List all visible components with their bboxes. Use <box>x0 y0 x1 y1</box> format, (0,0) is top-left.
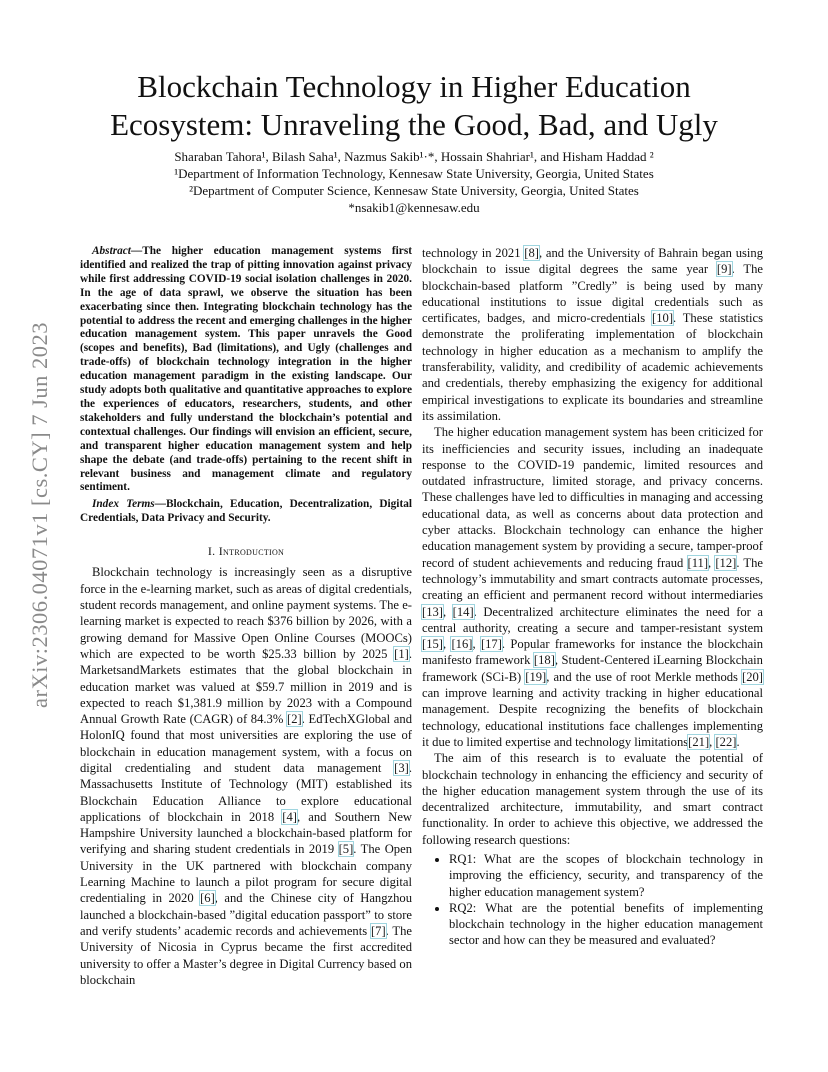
index-terms-text: —Blockchain, Education, Decentralization, Digital Credentials, Data Privacy and Security. <box>80 498 412 525</box>
citation-link[interactable]: [15] <box>422 637 443 652</box>
author-block <box>70 148 758 216</box>
text-run: , <box>472 637 481 652</box>
citation-link[interactable]: [4] <box>282 809 297 824</box>
text-run: . EdTechXGlobal and HolonIQ found that most universities are exploring the use of blockchain in education management system, with a focus on digital credentialing and student data management <box>80 712 412 775</box>
research-question-1: • RQ1: What are the scopes of blockchain technology in improving the efficiency, security, and transparency of the higher education management system? <box>449 851 763 900</box>
text-run: , <box>709 734 716 749</box>
citation-link[interactable]: [5] <box>338 842 354 857</box>
text-run: The higher education management system has been criticized for its inefficiencies and security issues, including an inadequate response to the COVID-19 pandemic, limited resources and outdated infrastructure, limited storage, and privacy concerns. These challenges have led to difficulties in managing and accessing educational data, as well as concerns about data protection and cyber attacks. Blockchain technology can enhance the higher education management system by providing a secure, tamper-proof record of student achievements and reducing fraud <box>422 425 763 570</box>
citation-link[interactable]: [17] <box>480 637 502 652</box>
right-column <box>422 245 763 949</box>
title-line-2: Ecosystem: Unraveling the Good, Bad, and Ugly <box>110 107 718 142</box>
citation-link[interactable]: [19] <box>525 669 547 684</box>
citation-link[interactable]: [14] <box>452 604 474 619</box>
left-column <box>80 245 412 988</box>
abstract <box>80 245 412 495</box>
text-run: . MarketsandMarkets estimates that the global blockchain in education market was valued at $59.7 million in 2019 and is expected to reach $1,381.9 million by 2023 with a Compound Annual Growth Rate (CAGR) of 84.3% <box>80 646 412 727</box>
intro-paragraph-3: The aim of this research is to evaluate the potential of blockchain technology in enhancing the efficiency and security of the higher education management system through the use of its decentralized architecture, immutability, and smart contract functionality. In order to achieve this objective, we addressed the following research questions: <box>422 751 763 847</box>
index-terms-label: Index Terms <box>92 498 155 511</box>
text-run: , <box>442 604 453 619</box>
arxiv-sidebar <box>20 295 60 735</box>
intro-paragraph-1 <box>80 564 412 988</box>
citation-link[interactable]: [1] <box>394 646 409 661</box>
section-number: I. <box>207 544 216 559</box>
title-line-1: Blockchain Technology in Higher Education <box>137 69 691 104</box>
author-list: Sharaban Tahora¹, Bilash Saha¹, Nazmus Sakib¹·*, Hossain Shahriar¹, and Hisham Haddad ² <box>174 149 654 164</box>
index-terms <box>80 498 412 526</box>
citation-link[interactable]: [22] <box>715 734 737 749</box>
arxiv-identifier: arXiv:2306.04071v1 [cs.CY] 7 Jun 2023 <box>27 322 52 708</box>
citation-link[interactable]: [21] <box>688 734 710 749</box>
citation-link[interactable]: [10] <box>652 311 674 326</box>
text-run: can improve learning and activity tracking in higher educational management. Despite recognizing the benefits of blockchain technology, educational institutions face challenges implementing it due to limited expertise and technology limitations <box>422 686 763 749</box>
citation-link[interactable]: [18] <box>533 653 555 668</box>
text-run: . Decentralized architecture eliminates the need for a central authority, creating a secure and tamper-resistant system <box>422 604 763 635</box>
citation-link[interactable]: [12] <box>715 555 737 570</box>
affiliation-1: ¹Department of Information Technology, Kennesaw State University, Georgia, United States <box>174 166 654 181</box>
paper-title <box>70 68 758 144</box>
text-run: . The blockchain-based platform ”Credly” is being used by many educational institutions to issue digital credentials such as certificates, badges, and micro-credentials <box>422 262 763 326</box>
text-run: . The technology’s immutability and smart contracts automate processes, creating an efficient and permanent record without intermediaries <box>422 555 763 603</box>
text-run: Blockchain technology is increasingly seen as a disruptive force in the e-learning market, such as areas of digital credentials, student records management, and online payment systems. The e-learning market is expected to reach $376 billion by 2026, with a growing demand for Massive Open Online Courses (MOOCs) which are expected to be worth $25.33 billion by 2025 <box>80 565 412 661</box>
citation-link[interactable]: [9] <box>716 262 732 277</box>
text-run: , and the Chinese city of Hangzhou launched a blockchain-based ”digital education passport” to store and verify students’ academic records and achievements <box>80 891 412 938</box>
citation-link[interactable]: [3] <box>394 760 409 775</box>
text-run: , <box>442 637 452 652</box>
citation-link[interactable]: [16] <box>451 637 473 652</box>
citation-link[interactable]: [8] <box>524 246 539 260</box>
intro-paragraph-1-continued <box>422 245 763 424</box>
text-run: , <box>708 555 716 570</box>
text-run: . Massachusetts Institute of Technology (MIT) established its Blockchain Education Alliance to explore educational applications of blockchain in 2018 <box>80 760 412 824</box>
text-run: , and Southern New Hampshire University launched a blockchain-based platform for verifying and sharing student credentials in 2019 <box>80 809 412 857</box>
citation-link[interactable]: [20] <box>742 669 763 684</box>
corresponding-email: *nsakib1@kennesaw.edu <box>348 200 480 215</box>
research-question-list <box>422 851 763 949</box>
research-question-2: • RQ2: What are the potential benefits of implementing blockchain technology in the higher education management sector and how can they be measured and evaluated? <box>449 900 763 949</box>
section-heading <box>80 543 412 559</box>
text-run: technology in 2021 <box>422 246 525 260</box>
abstract-text: —The higher education management systems first identified and realized the trap of pitting innovation against privacy while first addressing COVID-19 social isolation challenges in 2020. In the age of data sprawl, we observe the situation has been exacerbating since then. Integrating blockchain technology has the potential to address the recent and emerging challenges in the higher education management system. This paper unravels the Good (scopes and benefits), Bad (limitations), and Ugly (challenges and trade-offs) of blockchain technology integration in the higher education management paradigm in the existing landscape. Our study adopts both qualitative and quantitative approaches to explore the experiences of educators, researchers, students, and other stakeholders and fully understand the blockchain’s potential and contextual challenges. Our findings will envision an efficient, secure, and transparent higher education management system and help shape the debate (and trade-offs) pertaining to the recent shift in relevant business and management climate and regulatory sentiment. <box>80 245 412 494</box>
text-run: . The Open University in the UK partnered with blockchain company Learning Machine to launch a pilot program for secure digital credentialing in 2020 <box>80 842 412 906</box>
text-run: . These statistics demonstrate the proliferating implementation of blockchain technology in higher education as a mechanism to amplify the transferability, validity, and credibility of academic achievements and credentials, thereby emphasizing the exigency for additional empirical investigations to explicate its boundaries and streamline its assimilation. <box>422 311 763 423</box>
text-run: . Popular frameworks for instance the blockchain manifesto framework <box>422 637 763 668</box>
text-run: , and the use of root Merkle methods <box>546 669 743 684</box>
text-run: . <box>736 734 740 749</box>
text-run: , Student-Centered iLearning Blockchain framework (SCi-B) <box>422 653 763 684</box>
citation-link[interactable]: [7] <box>370 923 386 938</box>
section-title: Introduction <box>218 544 285 559</box>
citation-link[interactable]: [2] <box>287 712 302 727</box>
intro-paragraph-2 <box>422 424 763 750</box>
citation-link[interactable]: [13] <box>422 604 443 619</box>
affiliation-2: ²Department of Computer Science, Kennesaw State University, Georgia, United States <box>189 183 639 198</box>
text-run: , and the University of Bahrain began using blockchain to issue digital degrees the same year <box>422 246 764 277</box>
abstract-label: Abstract <box>92 245 131 257</box>
citation-link[interactable]: [11] <box>687 555 709 570</box>
citation-link[interactable]: [6] <box>200 891 215 906</box>
text-run: . The University of Nicosia in Cyprus became the first accredited university to offer a Master’s degree in Digital Currency based on blockchain <box>80 923 412 987</box>
